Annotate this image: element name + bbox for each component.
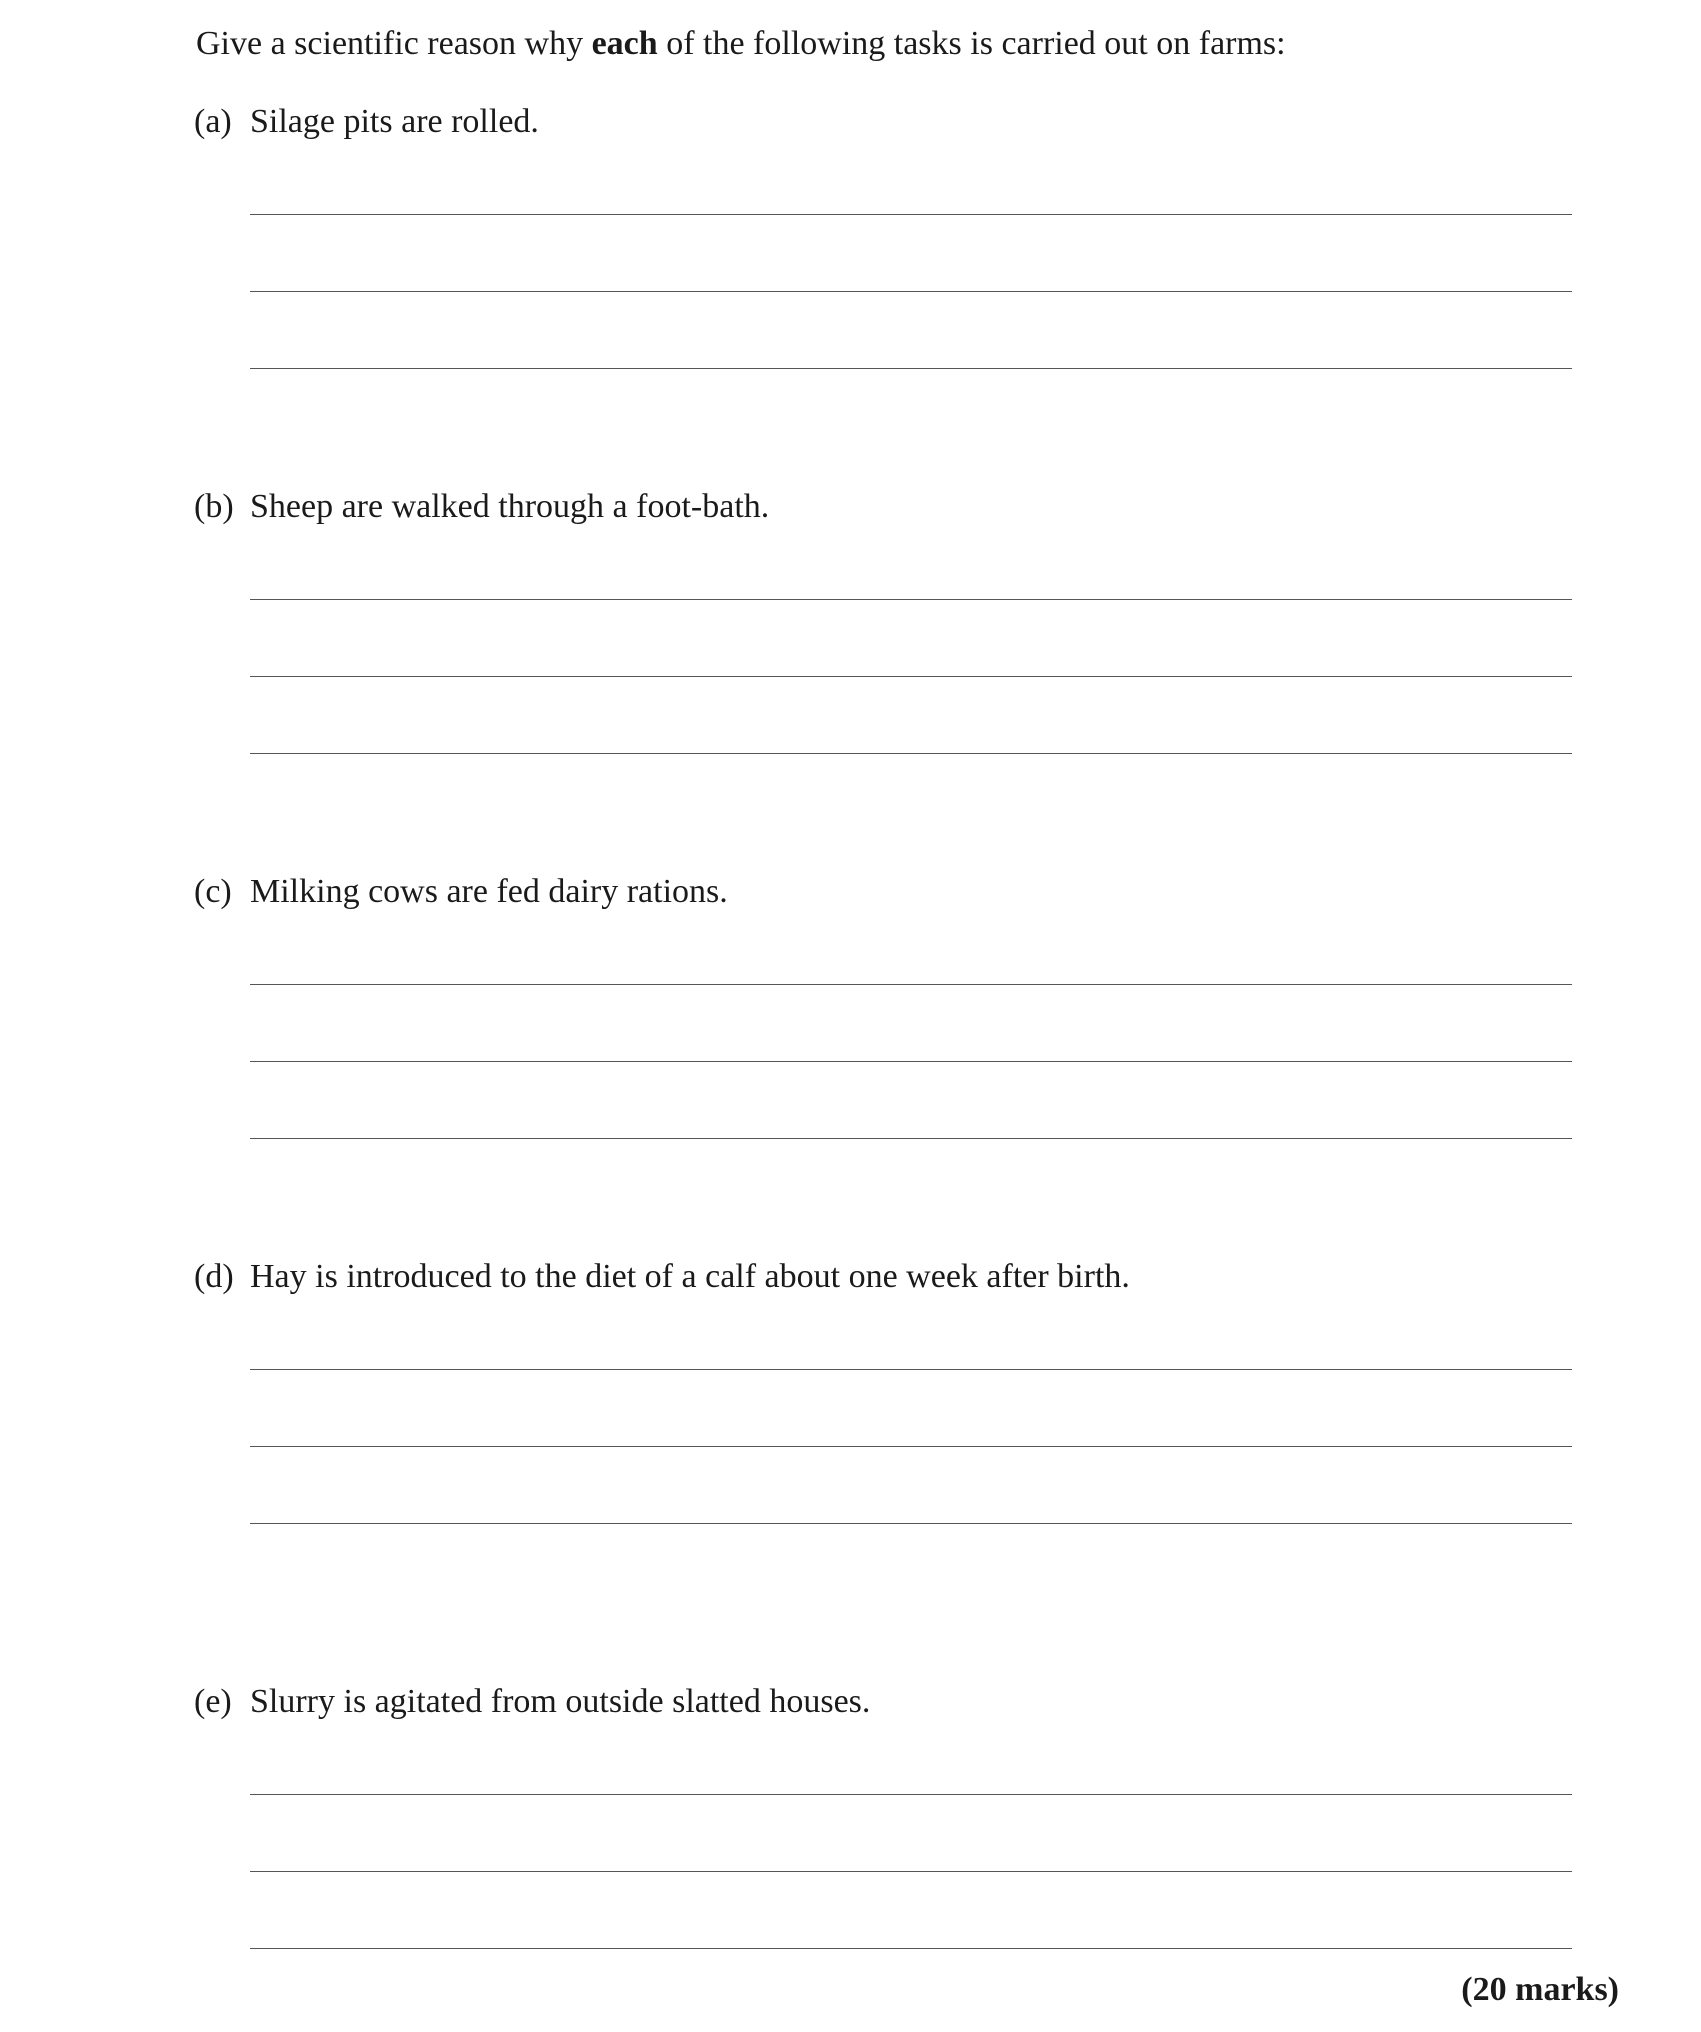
answer-line[interactable]: [250, 1948, 1572, 1949]
answer-line[interactable]: [250, 1446, 1572, 1447]
question-instruction: [196, 20, 1286, 68]
question-text: Milking cows are fed dairy rations.: [250, 873, 728, 910]
question-label: (d): [194, 1258, 234, 1295]
answer-line[interactable]: [250, 1061, 1572, 1062]
answer-line[interactable]: [250, 1369, 1572, 1370]
question-label: (c): [194, 873, 232, 910]
question-text: Sheep are walked through a foot-bath.: [250, 488, 770, 525]
question-text: Silage pits are rolled.: [250, 103, 539, 140]
marks-total: (20 marks): [1461, 1971, 1619, 2008]
answer-line[interactable]: [250, 676, 1572, 677]
question-text: Hay is introduced to the diet of a calf about one week after birth.: [250, 1258, 1130, 1295]
instruction-emphasis: each: [591, 25, 658, 62]
question-label: (e): [194, 1683, 232, 1720]
answer-line[interactable]: [250, 1871, 1572, 1872]
answer-line[interactable]: [250, 599, 1572, 600]
question-label: (a): [194, 103, 232, 140]
question-text: Slurry is agitated from outside slatted houses.: [250, 1683, 871, 1720]
answer-line[interactable]: [250, 1523, 1572, 1524]
instruction-text-start: Give a scientific reason why: [196, 25, 592, 62]
question-label: (b): [194, 488, 234, 525]
answer-line[interactable]: [250, 1138, 1572, 1139]
instruction-text-end: of the following tasks is carried out on farms:: [657, 25, 1286, 62]
answer-line[interactable]: [250, 1794, 1572, 1795]
answer-line[interactable]: [250, 291, 1572, 292]
answer-line[interactable]: [250, 368, 1572, 369]
answer-line[interactable]: [250, 753, 1572, 754]
answer-line[interactable]: [250, 214, 1572, 215]
answer-line[interactable]: [250, 984, 1572, 985]
